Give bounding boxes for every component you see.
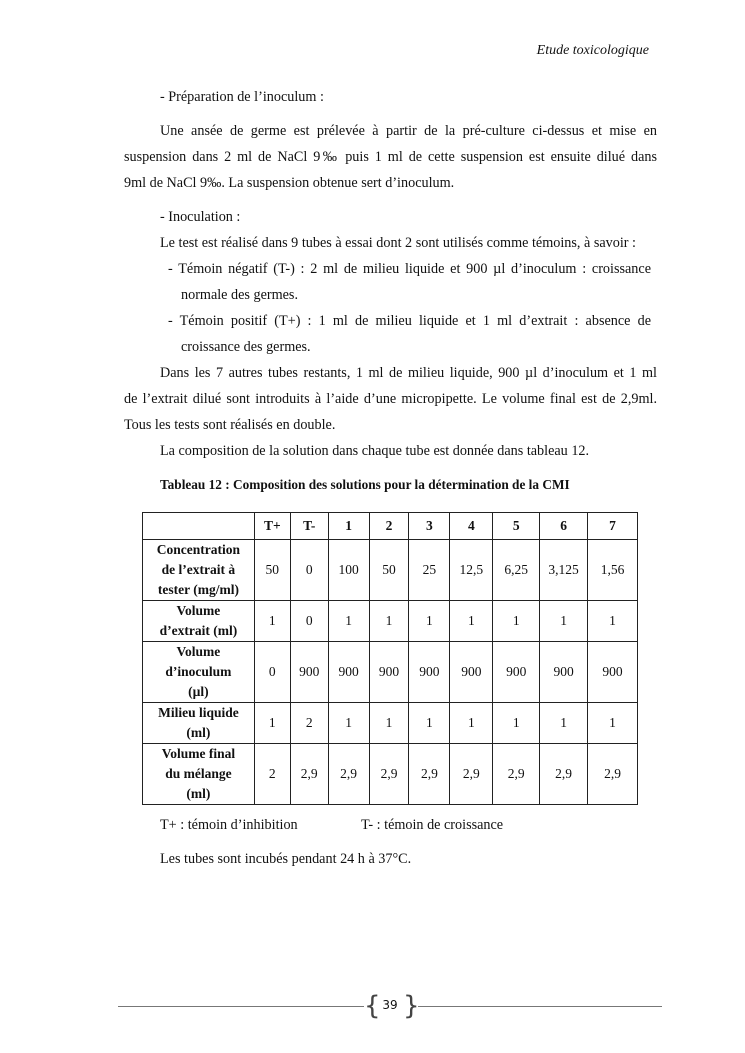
row-label-line: d’inoculum <box>165 664 232 679</box>
table-cell: 6,25 <box>493 540 540 601</box>
table-cell: 1 <box>450 601 493 642</box>
table-cell: 2 <box>290 703 328 744</box>
paragraph-line: Dans les 7 autres tubes restants, 1 ml de milieu liquide, 900 µl d’inoculum et 1 ml <box>160 365 657 381</box>
row-label-line: Volume final <box>161 746 236 761</box>
table-cell: 900 <box>450 642 493 703</box>
table-header-cell <box>143 513 255 540</box>
row-label-line: (µl) <box>188 684 209 699</box>
table-cell: 2,9 <box>369 744 409 805</box>
paragraph-line: suspension dans 2 ml de NaCl 9‰ puis 1 ml de cette suspension est ensuite dilué dans <box>124 149 657 165</box>
table-cell: 12,5 <box>450 540 493 601</box>
table-cell: 1 <box>369 703 409 744</box>
row-label-line: de l’extrait à <box>161 562 236 577</box>
paragraph-line: de l’extrait dilué sont introduits à l’aide d’une micropipette. Le volume final est de 2,9ml. <box>124 391 657 407</box>
table-cell: 1 <box>254 703 290 744</box>
table-cell: 1 <box>493 601 540 642</box>
table-header-cell: 6 <box>540 513 588 540</box>
table-header-cell: 4 <box>450 513 493 540</box>
table-cell: 1,56 <box>588 540 638 601</box>
section-title-inoculation: - Inoculation : <box>160 209 241 225</box>
paragraph-line: Le test est réalisé dans 9 tubes à essai dont 2 sont utilisés comme témoins, à savoir : <box>160 235 636 251</box>
table-cell: 0 <box>290 601 328 642</box>
bullet-item-negative-control: - Témoin négatif (T-) : 2 ml de milieu liquide et 900 µl d’inoculum : croissance <box>168 261 651 277</box>
table-cell: 50 <box>369 540 409 601</box>
table-cell: 0 <box>290 540 328 601</box>
table-cell: 25 <box>409 540 450 601</box>
legend-t-minus: T- : témoin de croissance <box>361 817 504 833</box>
table-cell: 1 <box>450 703 493 744</box>
table-cell: 2,9 <box>588 744 638 805</box>
table-cell: 1 <box>254 601 290 642</box>
footer-divider-left <box>118 1006 364 1007</box>
table-cell: 2,9 <box>328 744 369 805</box>
row-label-cell <box>143 540 255 601</box>
row-label-line: (ml) <box>186 786 211 801</box>
table-cell: 1 <box>409 601 450 642</box>
table-cell: 1 <box>540 601 588 642</box>
table-cell: 1 <box>369 601 409 642</box>
table-cell: 900 <box>588 642 638 703</box>
legend-t-plus: T+ : témoin d’inhibition <box>160 817 298 833</box>
composition-table <box>142 512 638 805</box>
table-cell: 2,9 <box>450 744 493 805</box>
row-label-line: Volume <box>176 603 221 618</box>
row-label-cell <box>143 703 255 744</box>
bullet-item-continuation: croissance des germes. <box>181 339 311 355</box>
table-caption: Tableau 12 : Composition des solutions pour la détermination de la CMI <box>160 477 570 492</box>
table-cell: 100 <box>328 540 369 601</box>
bullet-item-continuation: normale des germes. <box>181 287 299 303</box>
table-cell: 1 <box>409 703 450 744</box>
table-header-cell: 5 <box>493 513 540 540</box>
table-cell: 900 <box>369 642 409 703</box>
table-row <box>143 703 638 744</box>
footer-divider-right <box>418 1006 662 1007</box>
table-cell: 900 <box>290 642 328 703</box>
table-cell: 1 <box>328 601 369 642</box>
table-row <box>143 744 638 805</box>
table-cell: 0 <box>254 642 290 703</box>
table-header-cell: 2 <box>369 513 409 540</box>
paragraph-line: Une ansée de germe est prélevée à partir de la pré-culture ci-dessus et mise en <box>160 123 657 139</box>
section-title-preparation: - Préparation de l’inoculum : <box>160 89 324 105</box>
row-label-line: Volume <box>176 644 221 659</box>
row-label-line: tester (mg/ml) <box>157 582 239 597</box>
table-header-cell: 3 <box>409 513 450 540</box>
right-brace-icon: } <box>403 991 420 1021</box>
paragraph-line: 9ml de NaCl 9‰. La suspension obtenue sert d’inoculum. <box>124 175 455 191</box>
row-label-line: du mélange <box>165 766 232 781</box>
table-cell: 1 <box>588 703 638 744</box>
row-label-cell <box>143 744 255 805</box>
table-cell: 1 <box>328 703 369 744</box>
bullet-item-positive-control: - Témoin positif (T+) : 1 ml de milieu liquide et 1 ml d’extrait : absence de <box>168 313 651 329</box>
table-row <box>143 642 638 703</box>
table-row <box>143 540 638 601</box>
paragraph-line: Tous les tests sont réalisés en double. <box>124 417 336 433</box>
paragraph-line: La composition de la solution dans chaque tube est donnée dans tableau 12. <box>160 443 590 459</box>
page-header-title: Etude toxicologique <box>536 43 649 58</box>
row-label-line: Concentration <box>156 542 241 557</box>
table-cell: 1 <box>540 703 588 744</box>
row-label-cell <box>143 601 255 642</box>
row-label-line: Milieu liquide <box>158 705 239 720</box>
table-header-cell: T- <box>290 513 328 540</box>
row-label-line: (ml) <box>186 725 211 740</box>
table-header-row <box>143 513 638 540</box>
table-row <box>143 601 638 642</box>
row-label-line: d’extrait (ml) <box>159 623 238 638</box>
table-cell: 2,9 <box>540 744 588 805</box>
table-cell: 2,9 <box>409 744 450 805</box>
row-label-cell <box>143 642 255 703</box>
table-cell: 1 <box>493 703 540 744</box>
table-cell: 2 <box>254 744 290 805</box>
table-cell: 50 <box>254 540 290 601</box>
table-cell: 900 <box>493 642 540 703</box>
table-cell: 2,9 <box>290 744 328 805</box>
table-header-cell: T+ <box>254 513 290 540</box>
paragraph-line: Les tubes sont incubés pendant 24 h à 37°C. <box>160 851 412 867</box>
table-cell: 3,125 <box>540 540 588 601</box>
table-cell: 900 <box>409 642 450 703</box>
table-cell: 900 <box>540 642 588 703</box>
left-brace-icon: { <box>364 991 381 1021</box>
table-header-cell: 7 <box>588 513 638 540</box>
page-number: 39 <box>382 998 398 1012</box>
table-cell: 1 <box>588 601 638 642</box>
table-cell: 900 <box>328 642 369 703</box>
table-cell: 2,9 <box>493 744 540 805</box>
table-header-cell: 1 <box>328 513 369 540</box>
